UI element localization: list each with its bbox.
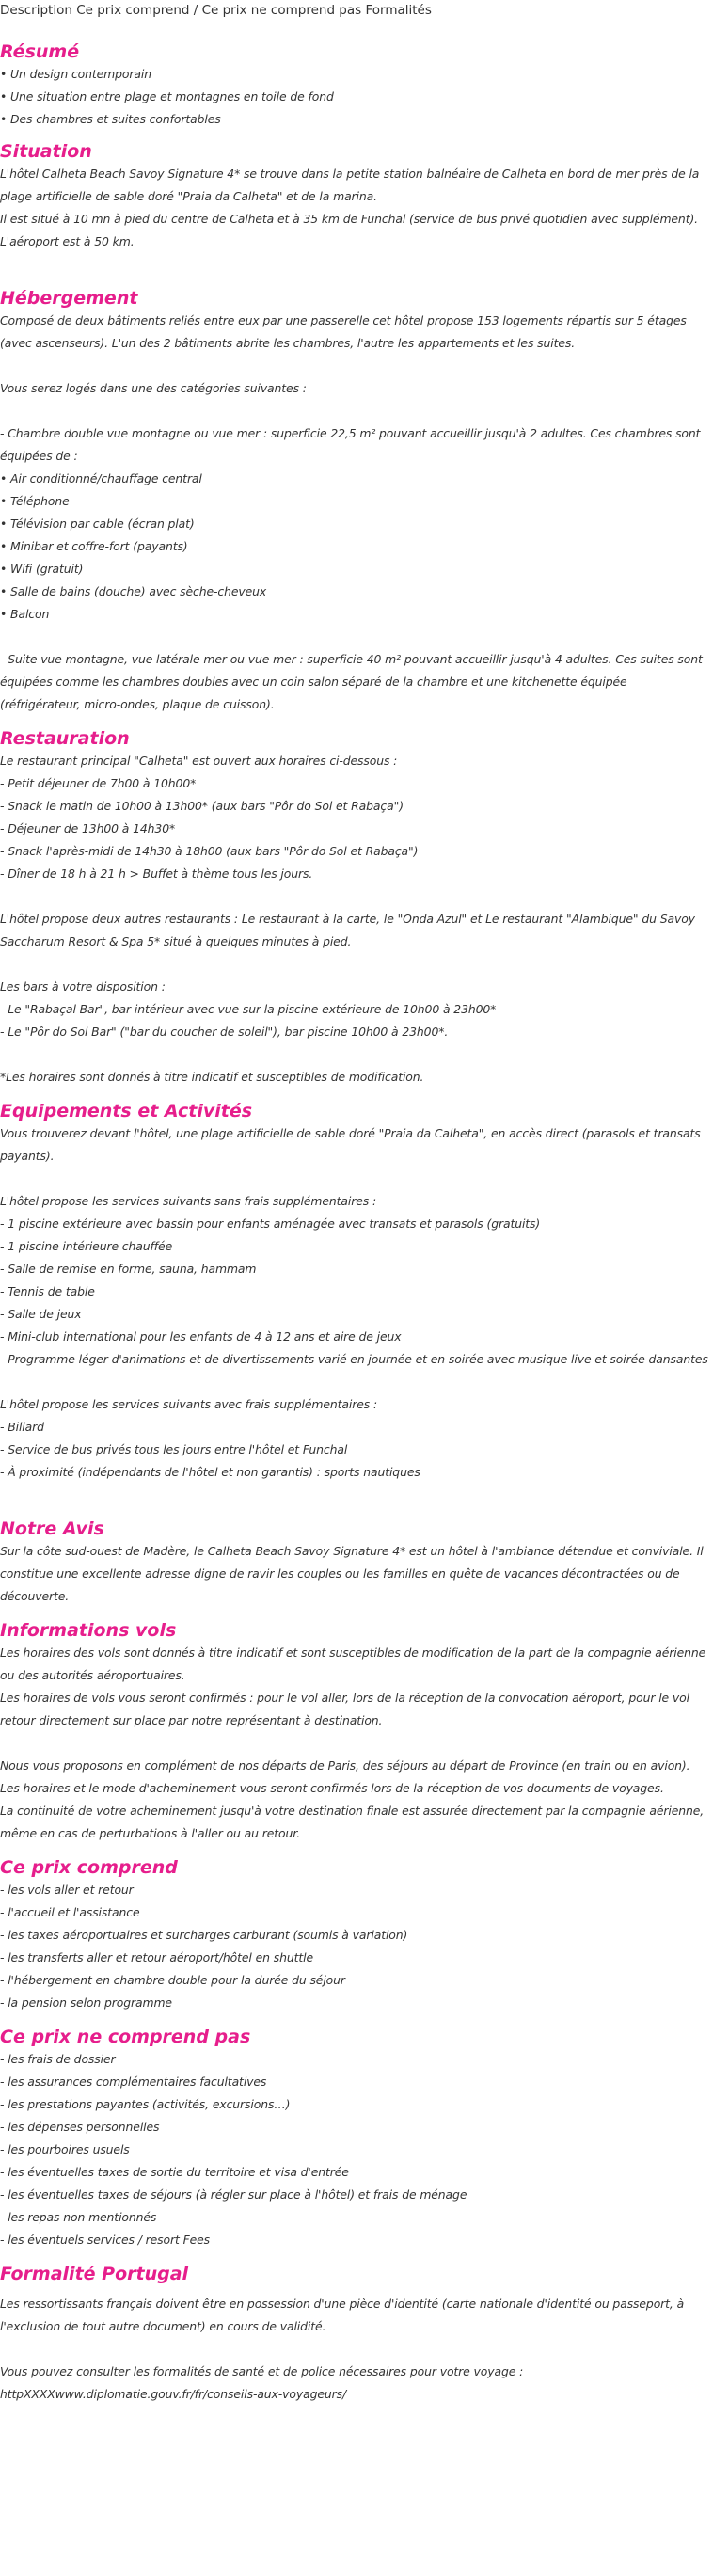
text-line: L'hôtel Calheta Beach Savoy Signature 4* se trouve dans la petite station balnéaire de Calheta en bord de mer près de la	[0, 167, 700, 181]
text-line: httpXXXXwww.diplomatie.gouv.fr/fr/conseils-aux-voyageurs/	[0, 2387, 347, 2401]
text-line: (réfrigérateur, micro-ondes, plaque de cuisson).	[0, 697, 275, 711]
text-line: - Service de bus privés tous les jours entre l'hôtel et Funchal	[0, 1442, 348, 1456]
section-avis	[0, 1518, 713, 1608]
section-body	[0, 310, 713, 716]
text-line: - les prestations payantes (activités, excursions…)	[0, 2097, 291, 2111]
text-line: *Les horaires sont donnés à titre indicatif et susceptibles de modification.	[0, 1070, 424, 1084]
text-line: Les horaires des vols sont donnés à titre indicatif et sont susceptibles de modification de la part de la compagnie aérienne	[0, 1646, 706, 1660]
text-line: constitue une excellente adresse digne de ravir les couples ou les familles en quête de vacances décontractées ou de	[0, 1566, 680, 1581]
text-line: Sur la côte sud-ouest de Madère, le Calheta Beach Savoy Signature 4* est un hôtel à l'ambiance détendue et conviviale. Il	[0, 1544, 704, 1558]
text-line: - Le "Pôr do Sol Bar" ("bar du coucher de soleil"), bar piscine 10h00 à 23h00*.	[0, 1025, 449, 1039]
text-line: • Un design contemporain	[0, 67, 151, 81]
section-restauration	[0, 727, 713, 1089]
text-line: - Snack l'après-midi de 14h30 à 18h00 (aux bars "Pôr do Sol et Rabaça")	[0, 844, 419, 858]
text-line: - 1 piscine intérieure chauffée	[0, 1239, 173, 1253]
text-line: La continuité de votre acheminement jusqu'à votre destination finale est assurée directement par la compagnie aérienne,	[0, 1804, 705, 1818]
text-line: - les éventuelles taxes de séjours (à régler sur place à l'hôtel) et frais de ménage	[0, 2187, 467, 2202]
section-title: Equipements et Activités	[0, 1101, 253, 1121]
text-line: • Télévision par cable (écran plat)	[0, 517, 195, 531]
text-line: - Mini-club international pour les enfants de 4 à 12 ans et aire de jeux	[0, 1329, 402, 1344]
text-line: • Wifi (gratuit)	[0, 562, 84, 576]
text-line: - À proximité (indépendants de l'hôtel et non garantis) : sports nautiques	[0, 1465, 420, 1479]
text-line: L'hôtel propose les services suivants avec frais supplémentaires :	[0, 1397, 378, 1411]
section-title: Hébergement	[0, 288, 138, 309]
text-line: - les frais de dossier	[0, 2052, 116, 2066]
text-line: L'aéroport est à 50 km.	[0, 234, 135, 248]
text-line: retour directement sur place par notre représentant à destination.	[0, 1713, 383, 1727]
tab-formalites[interactable]: Formalités	[365, 3, 432, 18]
text-line: Les ressortissants français doivent être en possession d'une pièce d'identité (carte nationale d'identité ou passeport, à	[0, 2297, 685, 2311]
text-line: • Air conditionné/chauffage central	[0, 471, 202, 485]
section-prix-comprend	[0, 1856, 713, 2014]
blank-line	[0, 400, 713, 422]
text-line: équipées comme les chambres doubles avec un coin salon séparé de la chambre et une kitchenette équipée	[0, 675, 627, 689]
text-line: - Programme léger d'animations et de divertissements varié en journée et en soirée avec musique live et soirée dansantes	[0, 1352, 708, 1366]
section-body	[0, 63, 713, 131]
blank-line	[0, 355, 713, 377]
blank-line	[0, 1043, 713, 1066]
text-line: payants).	[0, 1149, 55, 1163]
blank-line	[0, 885, 713, 908]
blank-line	[0, 1371, 713, 1393]
text-line: - les éventuelles taxes de sortie du territoire et visa d'entrée	[0, 2165, 349, 2179]
blank-line	[0, 2338, 713, 2361]
section-title: Ce prix comprend	[0, 1857, 178, 1878]
tab-separator: /	[193, 3, 202, 18]
text-line: - les taxes aéroportuaires et surcharges carburant (soumis à variation)	[0, 1928, 408, 1942]
blank-line	[0, 626, 713, 648]
text-line: - les repas non mentionnés	[0, 2210, 157, 2224]
text-line: - Dîner de 18 h à 21 h > Buffet à thème tous les jours.	[0, 867, 313, 881]
text-line: - Le "Rabaçal Bar", bar intérieur avec vue sur la piscine extérieure de 10h00 à 23h00*	[0, 1002, 497, 1016]
section-body	[0, 1642, 713, 1845]
text-line: ou des autorités aéroportuaires.	[0, 1668, 185, 1682]
text-line: - les éventuels services / resort Fees	[0, 2233, 211, 2247]
section-body	[0, 1122, 713, 1484]
text-line: - Tennis de table	[0, 1284, 95, 1298]
section-title: Ce prix ne comprend pas	[0, 2027, 251, 2047]
text-line: Vous trouverez devant l'hôtel, une plage artificielle de sable doré "Praia da Calheta", en accès direct (parasols et transats	[0, 1126, 701, 1140]
text-line: - les pourboires usuels	[0, 2142, 130, 2156]
text-line: Les horaires de vols vous seront confirmés : pour le vol aller, lors de la réception de la convocation aéroport, pour le vol	[0, 1691, 689, 1705]
text-line: - les vols aller et retour	[0, 1883, 134, 1897]
section-body	[0, 163, 713, 253]
tab-prix-ne-comprend[interactable]: Ce prix ne comprend pas	[201, 3, 362, 18]
section-title: Situation	[0, 141, 92, 162]
text-line: l'exclusion de tout autre document) en cours de validité.	[0, 2319, 326, 2333]
text-line: - 1 piscine extérieure avec bassin pour enfants aménagée avec transats et parasols (gratuits)	[0, 1216, 541, 1231]
section-title: Restauration	[0, 728, 130, 749]
text-line: • Une situation entre plage et montagnes en toile de fond	[0, 89, 334, 103]
section-title: Informations vols	[0, 1620, 177, 1641]
section-body	[0, 750, 713, 1089]
text-line: • Balcon	[0, 607, 50, 621]
text-line: (avec ascenseurs). L'un des 2 bâtiments abrite les chambres, l'autre les appartements et les suites.	[0, 336, 576, 350]
blank-line	[0, 1732, 713, 1755]
text-line: - la pension selon programme	[0, 1996, 172, 2010]
text-line: équipées de :	[0, 449, 78, 463]
section-prix-ne-comprend	[0, 2026, 713, 2251]
text-line: - l'hébergement en chambre double pour la durée du séjour	[0, 1973, 345, 1987]
section-title: Formalité Portugal	[0, 2264, 189, 2284]
text-line: Il est situé à 10 mn à pied du centre de Calheta et à 35 km de Funchal (service de bus privé quotidien avec supplément).	[0, 212, 699, 226]
text-line: Vous pouvez consulter les formalités de santé et de police nécessaires pour votre voyage :	[0, 2364, 524, 2378]
text-line: même en cas de perturbations à l'aller ou au retour.	[0, 1826, 300, 1840]
text-line: • Minibar et coffre-fort (payants)	[0, 539, 188, 553]
text-line: - les transferts aller et retour aéroport/hôtel en shuttle	[0, 1950, 313, 1964]
section-body	[0, 2048, 713, 2251]
blank-line	[0, 953, 713, 976]
text-line: Composé de deux bâtiments reliés entre eux par une passerelle cet hôtel propose 153 logements répartis sur 5 étages	[0, 313, 687, 327]
text-line: - Chambre double vue montagne ou vue mer : superficie 22,5 m² pouvant accueillir jusqu'à 2 adultes. Ces chambres sont	[0, 426, 701, 440]
text-line: Nous vous proposons en complément de nos départs de Paris, des séjours au départ de Province (en train ou en avion).	[0, 1758, 690, 1773]
text-line: Les bars à votre disposition :	[0, 979, 166, 994]
section-hebergement	[0, 287, 713, 716]
section-equipements	[0, 1100, 713, 1484]
text-line: découverte.	[0, 1589, 70, 1603]
text-line: - Billard	[0, 1420, 44, 1434]
text-line: Vous serez logés dans une des catégories suivantes :	[0, 381, 307, 395]
text-line: Les horaires et le mode d'acheminement vous seront confirmés lors de la réception de vos documents de voyages.	[0, 1781, 664, 1795]
section-body	[0, 2293, 713, 2406]
text-line: • Salle de bains (douche) avec sèche-cheveux	[0, 584, 267, 598]
text-line: - les dépenses personnelles	[0, 2120, 160, 2134]
section-title: Notre Avis	[0, 1519, 104, 1539]
section-informations-vols	[0, 1619, 713, 1845]
text-line: - les assurances complémentaires facultatives	[0, 2075, 267, 2089]
text-line: L'hôtel propose les services suivants sans frais supplémentaires :	[0, 1194, 377, 1208]
text-line: Le restaurant principal "Calheta" est ouvert aux horaires ci-dessous :	[0, 754, 398, 768]
tab-bar	[0, 0, 713, 27]
tab-description[interactable]: Description	[0, 3, 72, 18]
section-resume	[0, 40, 713, 131]
text-line: - Suite vue montagne, vue latérale mer ou vue mer : superficie 40 m² pouvant accueillir jusqu'à 4 adultes. Ces suites sont	[0, 652, 703, 666]
section-body	[0, 1540, 713, 1608]
text-line: - Salle de remise en forme, sauna, hammam	[0, 1262, 257, 1276]
text-line: - Snack le matin de 10h00 à 13h00* (aux bars "Pôr do Sol et Rabaça")	[0, 799, 404, 813]
section-formalite	[0, 2263, 713, 2406]
section-title: Résumé	[0, 41, 80, 62]
text-line: L'hôtel propose deux autres restaurants : Le restaurant à la carte, le "Onda Azul" et Le restaurant "Alambique" du Savoy	[0, 912, 695, 926]
text-line: - Déjeuner de 13h00 à 14h30*	[0, 821, 176, 835]
section-body	[0, 1879, 713, 2014]
blank-line	[0, 1168, 713, 1190]
text-line: • Téléphone	[0, 494, 70, 508]
section-situation	[0, 140, 713, 253]
text-line: - Petit déjeuner de 7h00 à 10h00*	[0, 776, 197, 790]
text-line: • Des chambres et suites confortables	[0, 112, 221, 126]
text-line: Saccharum Resort & Spa 5* situé à quelques minutes à pied.	[0, 934, 352, 948]
text-line: plage artificielle de sable doré "Praia da Calheta" et de la marina.	[0, 189, 377, 203]
text-line: - l'accueil et l'assistance	[0, 1905, 140, 1919]
tab-prix-comprend[interactable]: Ce prix comprend	[76, 3, 190, 18]
text-line: - Salle de jeux	[0, 1307, 82, 1321]
